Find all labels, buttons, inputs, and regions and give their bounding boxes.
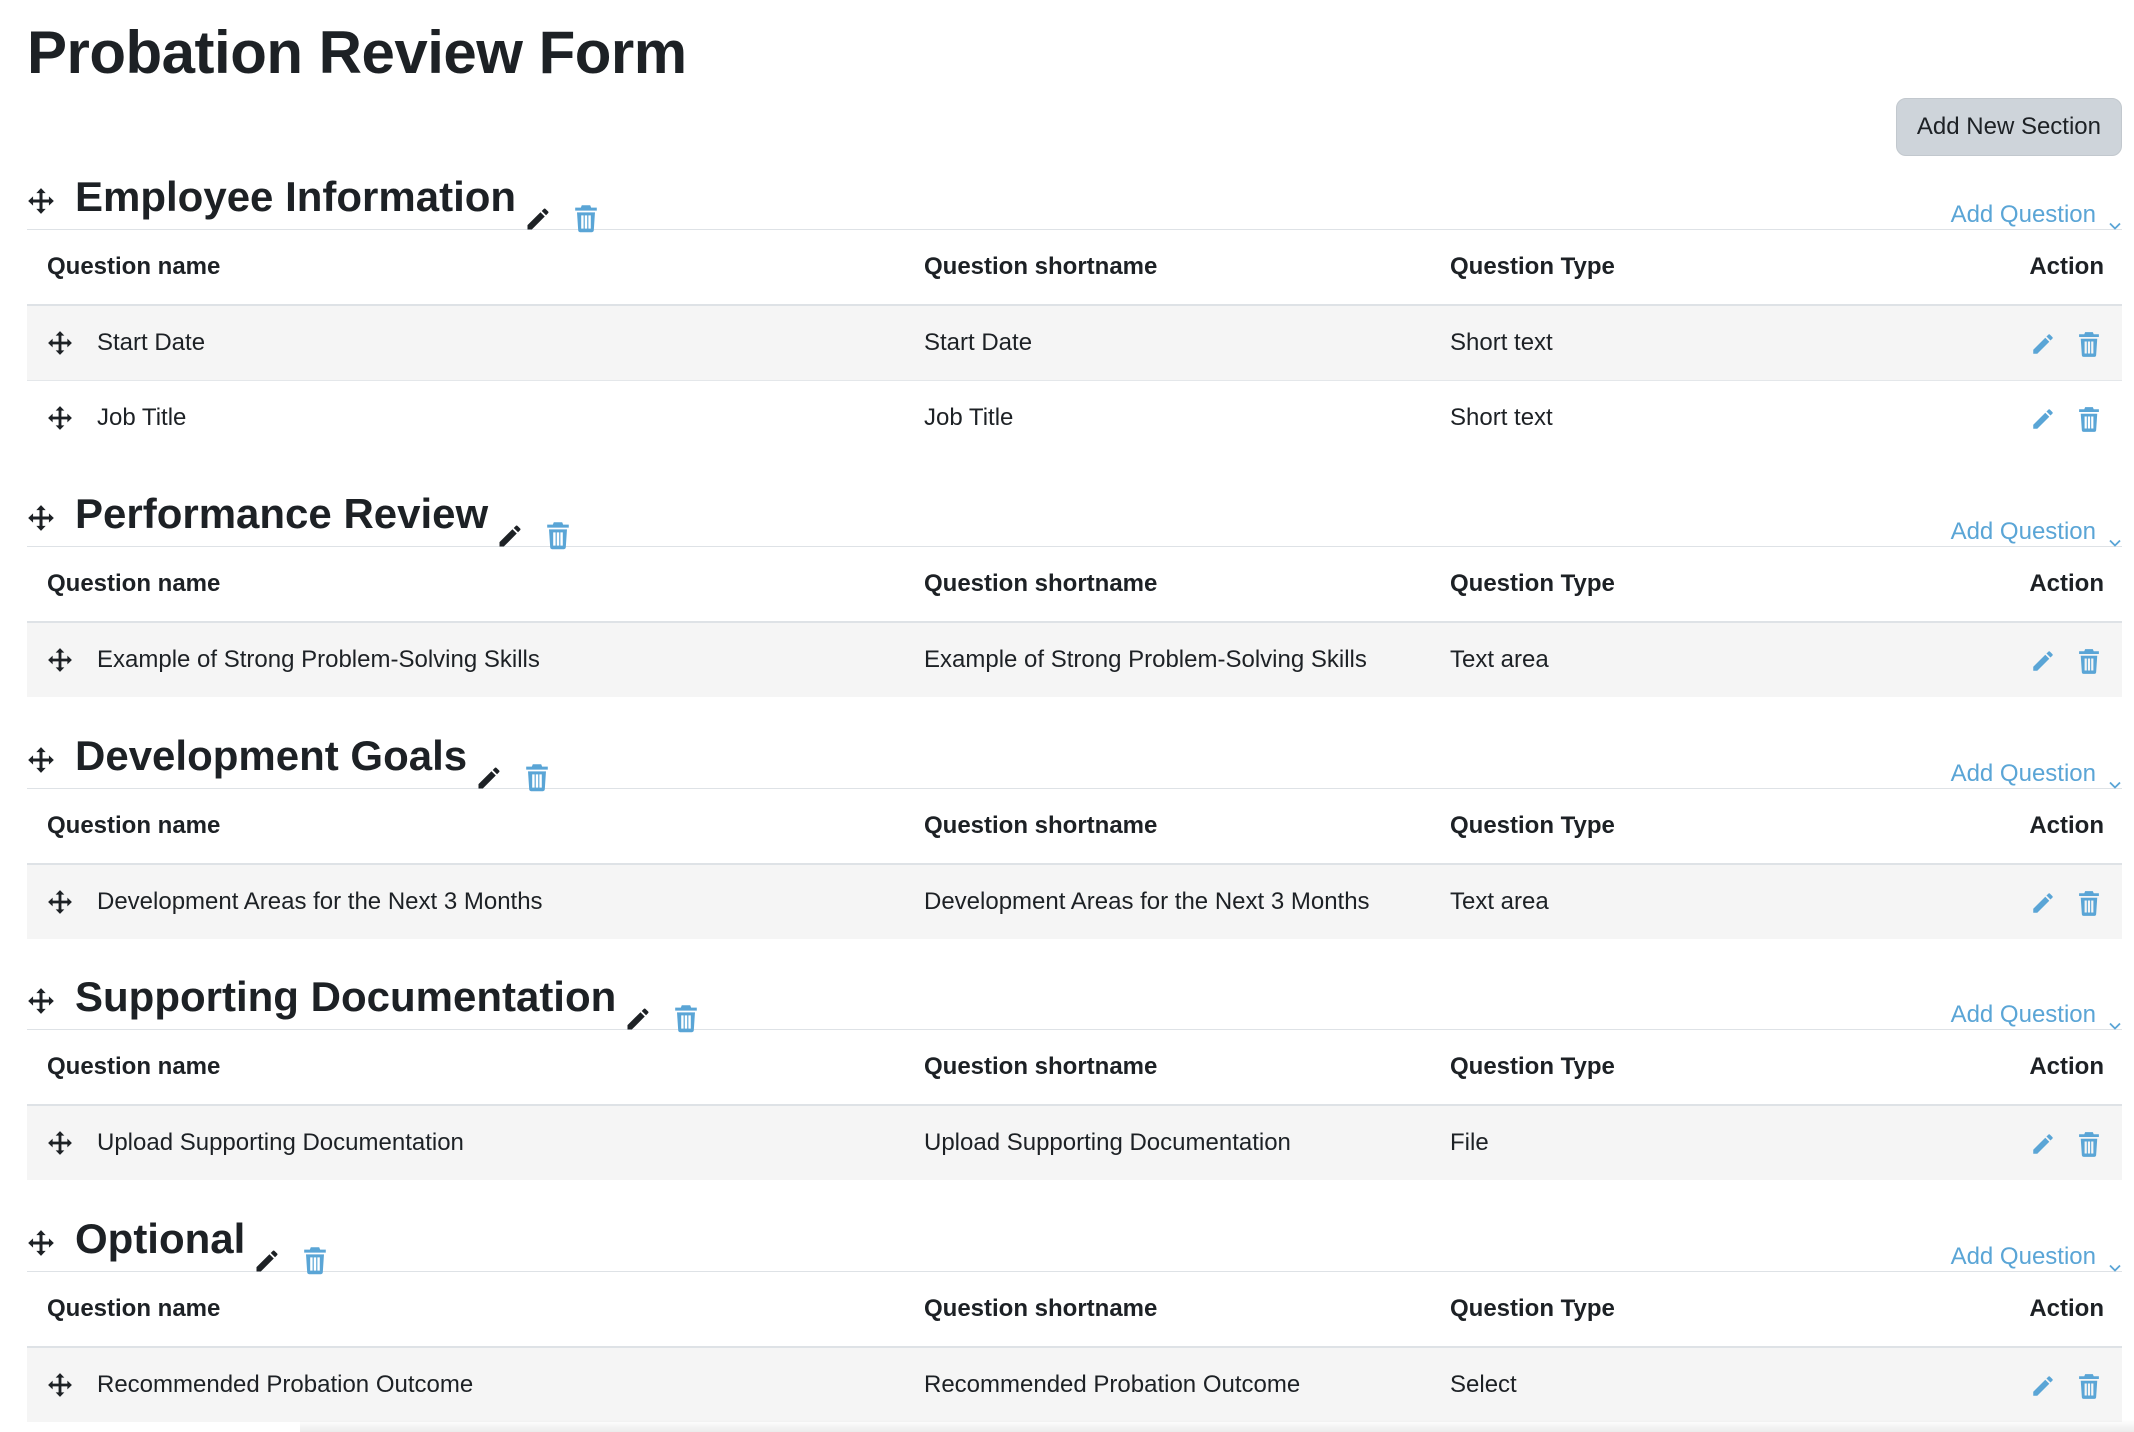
question-name: Recommended Probation Outcome — [97, 1371, 474, 1398]
delete-question-trash-icon[interactable] — [2078, 648, 2100, 674]
move-icon[interactable] — [27, 187, 55, 215]
question-name: Start Date — [97, 329, 206, 356]
question-type: Short text — [1430, 305, 1850, 381]
move-icon[interactable] — [47, 1372, 73, 1398]
question-actions — [1850, 1105, 2122, 1180]
question-shortname: Example of Strong Problem-Solving Skills — [904, 622, 1430, 697]
edit-question-pencil-icon[interactable] — [2030, 648, 2056, 674]
edit-section-pencil-icon[interactable] — [253, 1229, 281, 1257]
question-actions — [1850, 381, 2122, 456]
column-header-type[interactable]: Question Type — [1430, 789, 1850, 864]
column-header-action: Action — [1850, 547, 2122, 622]
delete-question-trash-icon[interactable] — [2078, 331, 2100, 357]
section — [27, 965, 2122, 1180]
add-question-label: Add Question — [1950, 518, 2096, 545]
table-header-row — [27, 230, 2122, 305]
question-shortname: Recommended Probation Outcome — [904, 1347, 1430, 1422]
question-name-cell — [27, 622, 904, 697]
question-name-cell — [27, 381, 904, 456]
edit-section-pencil-icon[interactable] — [524, 187, 552, 215]
table-header-row — [27, 1030, 2122, 1105]
move-icon[interactable] — [27, 1229, 55, 1257]
question-row — [27, 381, 2122, 456]
table-header-row — [27, 547, 2122, 622]
scroll-shadow — [300, 1420, 2134, 1432]
add-question-dropdown[interactable] — [1951, 1001, 2122, 1029]
section-title-text: Employee Information — [75, 173, 517, 220]
question-actions — [1850, 1347, 2122, 1422]
add-question-label: Add Question — [1950, 1243, 2096, 1270]
section — [27, 482, 2122, 697]
add-question-dropdown[interactable] — [1951, 518, 2122, 546]
question-actions — [1850, 864, 2122, 939]
column-header-type[interactable]: Question Type — [1430, 230, 1850, 305]
delete-question-trash-icon[interactable] — [2078, 890, 2100, 916]
add-question-dropdown[interactable] — [1951, 1243, 2122, 1271]
delete-section-trash-icon[interactable] — [674, 987, 698, 1015]
column-header-type[interactable]: Question Type — [1430, 1272, 1850, 1347]
column-header-action: Action — [1850, 230, 2122, 305]
question-name: Upload Supporting Documentation — [97, 1129, 464, 1156]
column-header-name[interactable]: Question name — [27, 230, 904, 305]
question-type: Short text — [1430, 381, 1850, 456]
edit-section-pencil-icon[interactable] — [624, 987, 652, 1015]
delete-section-trash-icon[interactable] — [546, 504, 570, 532]
column-header-name[interactable]: Question name — [27, 1030, 904, 1105]
section-title-text: Supporting Documentation — [75, 973, 617, 1020]
chevron-down-icon — [2108, 210, 2122, 220]
column-header-action: Action — [1850, 789, 2122, 864]
column-header-shortname[interactable]: Question shortname — [904, 1272, 1430, 1347]
question-name-cell — [27, 864, 904, 939]
edit-question-pencil-icon[interactable] — [2030, 331, 2056, 357]
delete-section-trash-icon[interactable] — [525, 746, 549, 774]
section-header — [27, 165, 2122, 230]
chevron-down-icon — [2108, 1252, 2122, 1262]
column-header-type[interactable]: Question Type — [1430, 547, 1850, 622]
table-header-row — [27, 789, 2122, 864]
edit-question-pencil-icon[interactable] — [2030, 406, 2056, 432]
question-row — [27, 1105, 2122, 1180]
delete-question-trash-icon[interactable] — [2078, 1131, 2100, 1157]
move-icon[interactable] — [47, 330, 73, 356]
questions-table — [27, 1272, 2122, 1422]
add-question-label: Add Question — [1950, 760, 2096, 787]
questions-table — [27, 547, 2122, 697]
section-header — [27, 965, 2122, 1030]
edit-question-pencil-icon[interactable] — [2030, 1373, 2056, 1399]
move-icon[interactable] — [27, 987, 55, 1015]
question-type: File — [1430, 1105, 1850, 1180]
delete-section-trash-icon[interactable] — [303, 1229, 327, 1257]
section — [27, 724, 2122, 939]
column-header-name[interactable]: Question name — [27, 789, 904, 864]
question-shortname: Upload Supporting Documentation — [904, 1105, 1430, 1180]
move-icon[interactable] — [47, 1130, 73, 1156]
question-shortname: Start Date — [904, 305, 1430, 381]
section-title-text: Optional — [75, 1215, 246, 1262]
section — [27, 1207, 2122, 1422]
question-name-cell — [27, 305, 904, 381]
question-name: Development Areas for the Next 3 Months — [97, 888, 543, 915]
delete-question-trash-icon[interactable] — [2078, 406, 2100, 432]
section-header — [27, 482, 2122, 547]
page-title: Probation Review Form — [27, 19, 687, 86]
edit-section-pencil-icon[interactable] — [475, 746, 503, 774]
add-question-dropdown[interactable] — [1951, 760, 2122, 788]
edit-section-pencil-icon[interactable] — [496, 504, 524, 532]
chevron-down-icon — [2108, 1010, 2122, 1020]
section-title-text: Performance Review — [75, 490, 489, 537]
section-header — [27, 724, 2122, 789]
column-header-shortname[interactable]: Question shortname — [904, 789, 1430, 864]
question-shortname: Development Areas for the Next 3 Months — [904, 864, 1430, 939]
section-title-text: Development Goals — [75, 732, 468, 779]
move-icon[interactable] — [27, 746, 55, 774]
question-name-cell — [27, 1105, 904, 1180]
column-header-shortname[interactable]: Question shortname — [904, 1030, 1430, 1105]
questions-table — [27, 1030, 2122, 1180]
question-type: Text area — [1430, 622, 1850, 697]
section-title — [75, 965, 698, 1029]
question-row — [27, 305, 2122, 381]
column-header-name[interactable]: Question name — [27, 547, 904, 622]
delete-question-trash-icon[interactable] — [2078, 1373, 2100, 1399]
question-name-cell — [27, 1347, 904, 1422]
section-header — [27, 1207, 2122, 1272]
questions-table — [27, 230, 2122, 455]
question-row — [27, 864, 2122, 939]
question-actions — [1850, 622, 2122, 697]
chevron-down-icon — [2108, 769, 2122, 779]
table-header-row — [27, 1272, 2122, 1347]
column-header-type[interactable]: Question Type — [1430, 1030, 1850, 1105]
add-question-dropdown[interactable] — [1951, 201, 2122, 229]
question-actions — [1850, 305, 2122, 381]
section-title — [75, 165, 598, 229]
chevron-down-icon — [2108, 527, 2122, 537]
delete-section-trash-icon[interactable] — [574, 187, 598, 215]
edit-question-pencil-icon[interactable] — [2030, 890, 2056, 916]
question-shortname: Job Title — [904, 381, 1430, 456]
add-question-label: Add Question — [1950, 201, 2096, 228]
column-header-action: Action — [1850, 1030, 2122, 1105]
question-name: Job Title — [97, 404, 187, 431]
edit-question-pencil-icon[interactable] — [2030, 1131, 2056, 1157]
column-header-name[interactable]: Question name — [27, 1272, 904, 1347]
add-question-label: Add Question — [1950, 1001, 2096, 1028]
question-name: Example of Strong Problem-Solving Skills — [97, 646, 540, 673]
question-row — [27, 1347, 2122, 1422]
column-header-shortname[interactable]: Question shortname — [904, 547, 1430, 622]
column-header-action: Action — [1850, 1272, 2122, 1347]
move-icon[interactable] — [27, 504, 55, 532]
section-title — [75, 724, 549, 788]
question-type: Select — [1430, 1347, 1850, 1422]
move-icon[interactable] — [47, 889, 73, 915]
move-icon[interactable] — [47, 647, 73, 673]
add-new-section-button[interactable]: Add New Section — [1896, 98, 2122, 156]
column-header-shortname[interactable]: Question shortname — [904, 230, 1430, 305]
questions-table — [27, 789, 2122, 939]
question-type: Text area — [1430, 864, 1850, 939]
question-row — [27, 622, 2122, 697]
section-title — [75, 1207, 327, 1271]
section — [27, 165, 2122, 455]
section-title — [75, 482, 570, 546]
move-icon[interactable] — [47, 405, 73, 431]
